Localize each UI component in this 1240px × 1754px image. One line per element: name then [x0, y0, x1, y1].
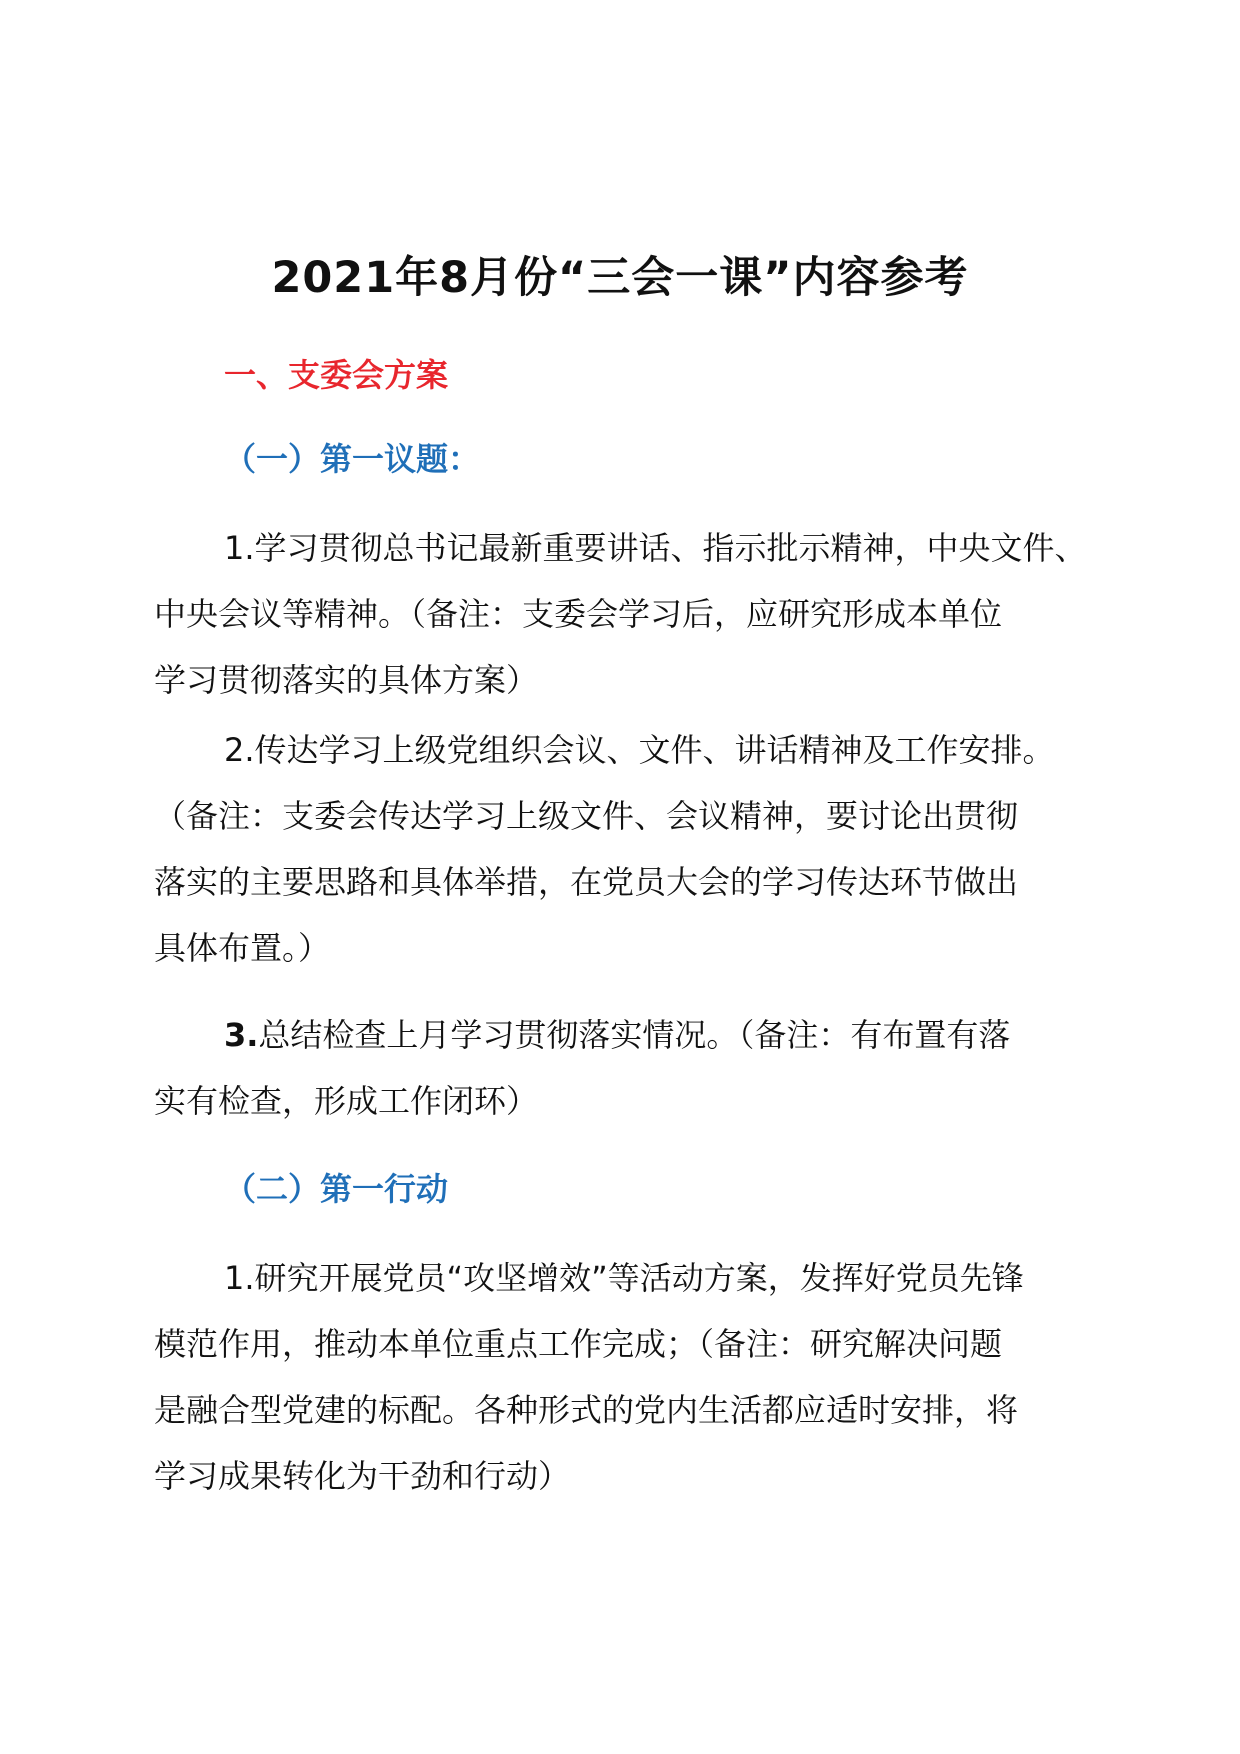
document-title: 2021年8月份“三会一课”内容参考 [271, 253, 969, 303]
paragraph-item-3 [154, 1002, 1094, 1134]
paragraph-line: 实有检查，形成工作闭环） [154, 1082, 539, 1120]
paragraph-line: 是融合型党建的标配。各种形式的党内生活都应适时安排，将 [154, 1391, 1019, 1429]
paragraph-line: 模范作用，推动本单位重点工作完成；（备注：研究解决问题 [154, 1325, 1003, 1363]
paragraph-line: 学习贯彻落实的具体方案） [154, 661, 539, 699]
paragraph-line [154, 1002, 1094, 1068]
paragraph-line: 中央会议等精神。（备注：支委会学习后，应研究形成本单位 [154, 595, 1003, 633]
sub-heading-first-action: （二）第一行动 [224, 1170, 449, 1208]
sub-heading-first-topic: （一）第一议题： [224, 440, 481, 478]
paragraph-line-text: 总结检查上月学习贯彻落实情况。（备注：有布置有落 [258, 1016, 1011, 1054]
paragraph-item-1 [154, 515, 1094, 713]
paragraph-line: 具体布置。） [154, 929, 331, 967]
paragraph-action-item-1 [154, 1245, 1094, 1509]
paragraph-line: 2.传达学习上级党组织会议、文件、讲话精神及工作安排。 [224, 731, 1055, 769]
paragraph-line: （备注：支委会传达学习上级文件、会议精神，要讨论出贯彻 [154, 797, 1019, 835]
paragraph-item-2 [154, 717, 1094, 981]
paragraph-line: 落实的主要思路和具体举措，在党员大会的学习传达环节做出 [154, 863, 1019, 901]
item-number: 3. [224, 1016, 259, 1054]
paragraph-line: 学习成果转化为干劲和行动） [154, 1457, 571, 1495]
section-heading-branch-committee: 一、支委会方案 [224, 356, 449, 394]
paragraph-line: 1.研究开展党员“攻坚增效”等活动方案，发挥好党员先锋 [224, 1259, 1024, 1297]
paragraph-line: 1.学习贯彻总书记最新重要讲话、指示批示精神，中央文件、 [224, 529, 1087, 567]
